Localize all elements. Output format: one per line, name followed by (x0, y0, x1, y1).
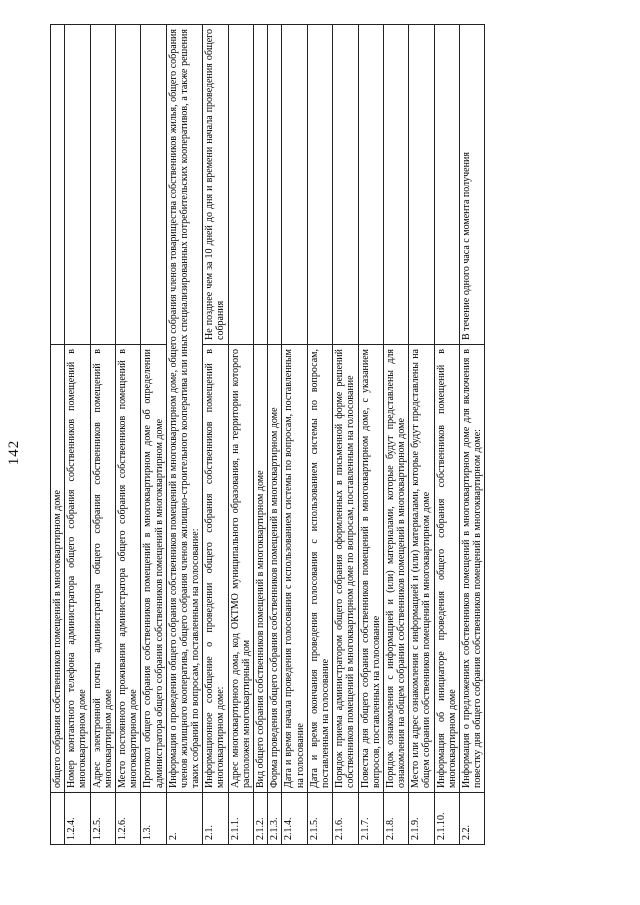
row-deadline: Не позднее чем за 10 дней до дня и времени начала проведения общего собрания (203, 25, 228, 345)
row-number: 2.1.6. (333, 793, 358, 845)
row-description: Информация о проведении общего собрания собственников помещений в многоквартирном доме, общего собрания членов товарищества собственников жилья, общего собрания членов жилищного кооператива, общего собрания членов жилищно-строительного кооператива или иных специализированных потребительских кооперативов, а также решения таких собраний по вопросам, поставленным на голосование: (166, 25, 203, 793)
row-description: Порядок ознакомления с информацией и (или) материалами, которые будут представлены для ознакомления на общем собрании собственников помещений в многоквартирном доме (383, 345, 408, 793)
table-row (282, 25, 307, 845)
table-row (358, 25, 383, 845)
table-row (203, 25, 228, 845)
table-row (460, 25, 485, 845)
row-deadline (115, 25, 140, 345)
row-description: Информация об инициаторе проведения общего собрания собственников помещений в многоквартирном доме (434, 345, 459, 793)
table-row (51, 25, 65, 845)
row-deadline (65, 25, 90, 345)
row-description: Форма проведения общего собрания собственников помещений в многоквартирном доме (268, 345, 282, 793)
row-number: 2.1.8. (383, 793, 408, 845)
row-deadline (90, 25, 115, 345)
row-description: Место или адрес ознакомления с информацией и (или) материалами, которые будут представлены на общем собрании собственников помещений в многоквартирном доме (409, 345, 434, 793)
requirements-table (50, 24, 485, 845)
row-number: 2.1.2. (254, 793, 268, 845)
row-description: Место постоянного проживания администратора общего собрания собственников помещений в многоквартирном доме (115, 345, 140, 793)
row-number: 1.2.5. (90, 793, 115, 845)
row-number: 2.1.10. (434, 793, 459, 845)
row-number: 2. (166, 793, 203, 845)
table-row (90, 25, 115, 845)
row-description: Номер контактного телефона администратора общего собрания собственников помещений в многоквартирном доме (65, 345, 90, 793)
row-number: 2.1.9. (409, 793, 434, 845)
row-deadline (307, 25, 332, 345)
table-row (115, 25, 140, 845)
row-number (51, 793, 65, 845)
row-deadline (51, 25, 65, 345)
row-description: Повестка дня общего собрания собственников помещений в многоквартирном доме, с указанием вопросов, поставленных на голосование (358, 345, 383, 793)
table-row (65, 25, 90, 845)
row-description: Информационное сообщение о проведении общего собрания собственников помещений в многоквартирном доме: (203, 345, 228, 793)
row-number: 2.1.1. (228, 793, 253, 845)
row-deadline (141, 25, 166, 345)
row-number: 1.2.6. (115, 793, 140, 845)
row-number: 2.1.3. (268, 793, 282, 845)
row-deadline (333, 25, 358, 345)
table-row (166, 25, 203, 845)
row-description: Дата и время окончания проведения голосования с использованием системы по вопросам, поставленным на голосование (307, 345, 332, 793)
row-number: 2.1.7. (358, 793, 383, 845)
row-description: Адрес многоквартирного дома, код ОКТМО муниципального образования, на территории которого расположен многоквартирный дом (228, 345, 253, 793)
row-deadline (358, 25, 383, 345)
row-description: Протокол общего собрания собственников помещений в многоквартирном доме об определении администратора общего собрания собственников помещений в многоквартирном доме (141, 345, 166, 793)
row-deadline (268, 25, 282, 345)
table-row (268, 25, 282, 845)
row-deadline (254, 25, 268, 345)
row-number: 2.1.4. (282, 793, 307, 845)
row-description: Информация о предложениях собственников помещений в многоквартирном доме для включения в повестку дня общего собрания собственников помещений в многоквартирном доме: (460, 345, 485, 793)
table-row (307, 25, 332, 845)
row-deadline: В течение одного часа с момента получения (460, 25, 485, 345)
table-row (434, 25, 459, 845)
table-row (141, 25, 166, 845)
row-description: Вид общего собрания собственников помещений в многоквартирном доме (254, 345, 268, 793)
row-number: 1.3. (141, 793, 166, 845)
row-description: общего собрания собственников помещений в многоквартирном доме (51, 345, 65, 793)
row-deadline (434, 25, 459, 345)
row-description: Порядок приема администратором общего собрания оформленных в письменной форме решений собственников помещений в многоквартирном доме по вопросам, поставленным на голосование (333, 345, 358, 793)
row-number: 2.2. (460, 793, 485, 845)
table-row (333, 25, 358, 845)
table-row (383, 25, 408, 845)
table-row (409, 25, 434, 845)
table-row (228, 25, 253, 845)
row-deadline (409, 25, 434, 345)
row-description: Адрес электронной почты администратора общего собрания собственников помещений в многоквартирном доме (90, 345, 115, 793)
table-row (254, 25, 268, 845)
row-number: 2.1.5. (307, 793, 332, 845)
row-number: 2.1. (203, 793, 228, 845)
row-description: Дата и время начала проведения голосования с использованием системы по вопросам, поставленным на голосование (282, 345, 307, 793)
row-number: 1.2.4. (65, 793, 90, 845)
page-number: 142 (6, 439, 22, 466)
row-deadline (228, 25, 253, 345)
row-deadline (282, 25, 307, 345)
row-deadline (383, 25, 408, 345)
